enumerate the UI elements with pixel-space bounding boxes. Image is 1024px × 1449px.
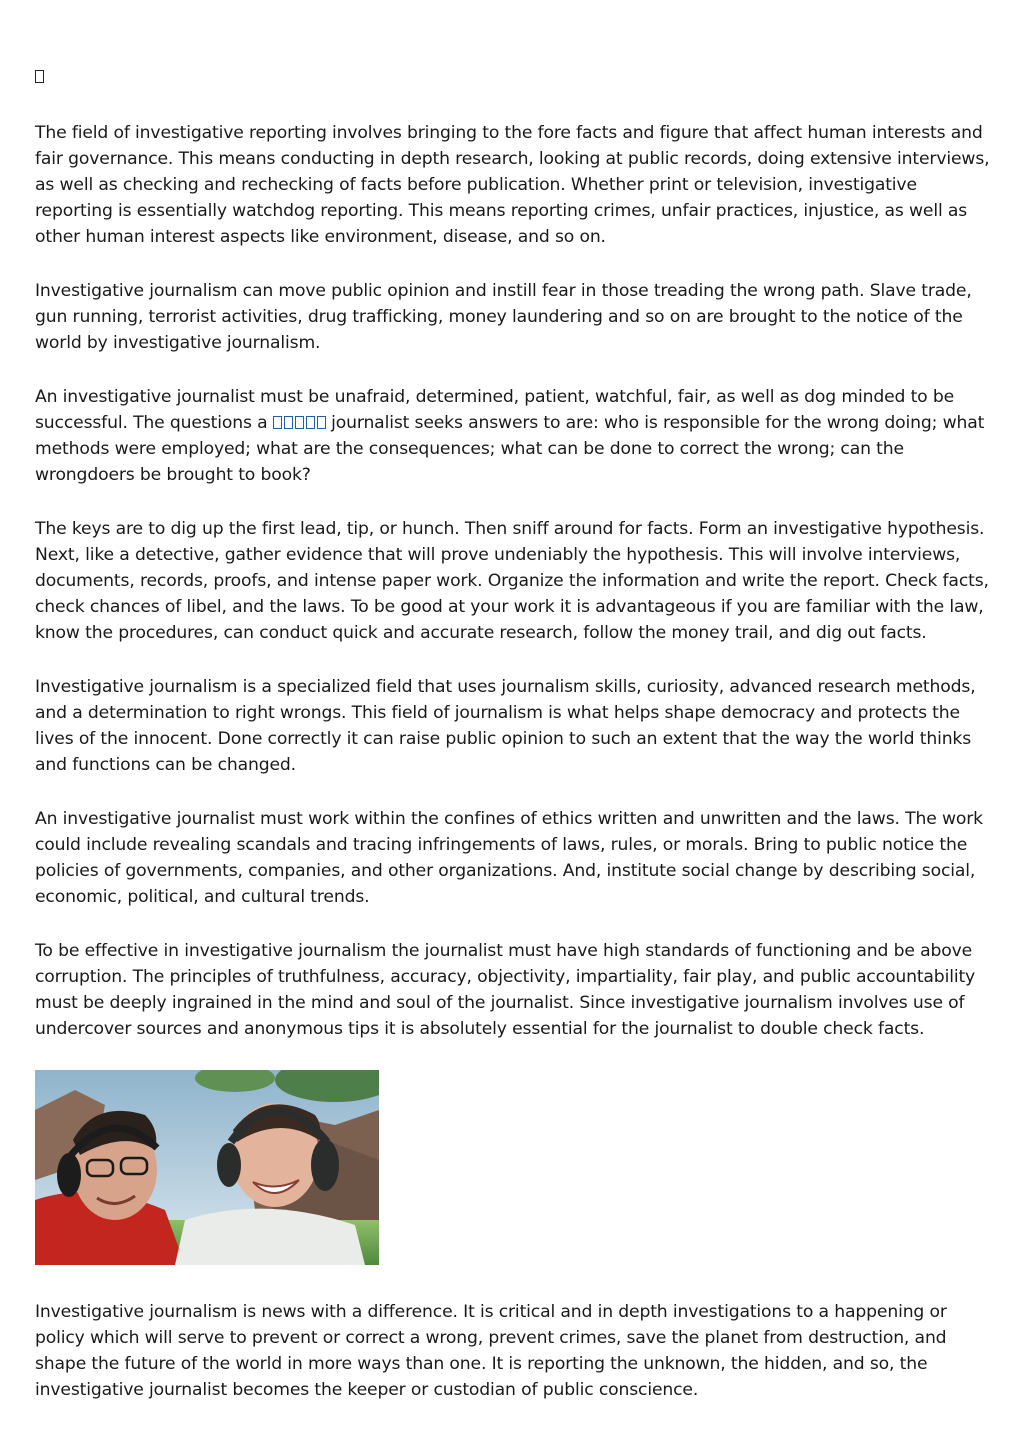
paragraph-5: Investigative journalism is a specialized field that uses journalism skills, curiosity, advanced research methods, and a determination to right wrongs. This field of journalism is what helps shape democracy and protects the lives of the innocent. Done correctly it can raise public opinion to such an extent that the way the world thinks and functions can be changed. (35, 677, 976, 775)
paragraph-3-end: journalist seeks answers to are: who is responsible for the wrong doing; what methods were employed; what are the consequences; what can be done to correct the wrong; can the wrongdoers be brought to book? (35, 413, 985, 485)
missing-glyph-icon (35, 70, 44, 83)
paragraph-2: Investigative journalism can move public opinion and instill fear in those treading the wrong path. Slave trade, gun running, terrorist activities, drug trafficking, money laundering and so on are brought to the notice of the world by investigative journalism. (35, 281, 972, 353)
paragraph-1: The field of investigative reporting involves bringing to the fore facts and figure that affect human interests and fair governance. This means conducting in depth research, looking at public records, doing extensive interviews, as well as checking and rechecking of facts before publication. Whether print or television, investigative reporting is essentially watchdog reporting. This means reporting crimes, unfair practices, injustice, as well as other human interest aspects like environment, disease, and so on. (35, 123, 990, 247)
missing-glyph-icon (317, 416, 326, 429)
missing-glyph-icon (295, 416, 304, 429)
paragraph-7: To be effective in investigative journalism the journalist must have high standards of functioning and be above corruption. The principles of truthfulness, accuracy, objectivity, impartiality, fair play, and public accountability must be deeply ingrained in the mind and soul of the journalist. Since investigative journalism involves use of undercover sources and anonymous tips it is absolutely essential for the journalist to double check facts. (35, 941, 976, 1039)
paragraph-6: An investigative journalist must work within the confines of ethics written and unwritten and the laws. The work could include revealing scandals and tracing infringements of laws, rules, or morals. Bring to public notice the policies of governments, companies, and other organizations. And, institute social change by describing social, economic, political, and cultural trends. (35, 809, 983, 907)
paragraph-3 (35, 384, 995, 488)
photo-illustration (35, 1070, 379, 1265)
missing-glyph-icon (284, 416, 293, 429)
paragraph-8: Investigative journalism is news with a difference. It is critical and in depth investigations to a happening or policy which will serve to prevent or correct a wrong, prevent crimes, save the planet from destruction, and shape the future of the world in more ways than one. It is reporting the unknown, the hidden, and so, the investigative journalist becomes the keeper or custodian of public conscience. (35, 1302, 947, 1400)
missing-glyph-icon (273, 416, 282, 429)
inline-link[interactable] (273, 413, 326, 433)
missing-glyph-icon (306, 416, 315, 429)
article (35, 62, 995, 1403)
paragraph-3-start: An investigative journalist must be unafraid, determined, patient, watchful, fair, as well as dog minded to be successful. The questions a (35, 387, 955, 433)
article-photo (35, 1070, 379, 1265)
paragraph-4: The keys are to dig up the first lead, tip, or hunch. Then sniff around for facts. Form an investigative hypothesis. Next, like a detective, gather evidence that will prove undeniably the hypothesis. This will involve interviews, documents, records, proofs, and intense paper work. Organize the information and write the report. Check facts, check chances of libel, and the laws. To be good at your work it is advantageous if you are familiar with the law, know the procedures, can conduct quick and accurate research, follow the money trail, and dig out facts. (35, 519, 989, 643)
